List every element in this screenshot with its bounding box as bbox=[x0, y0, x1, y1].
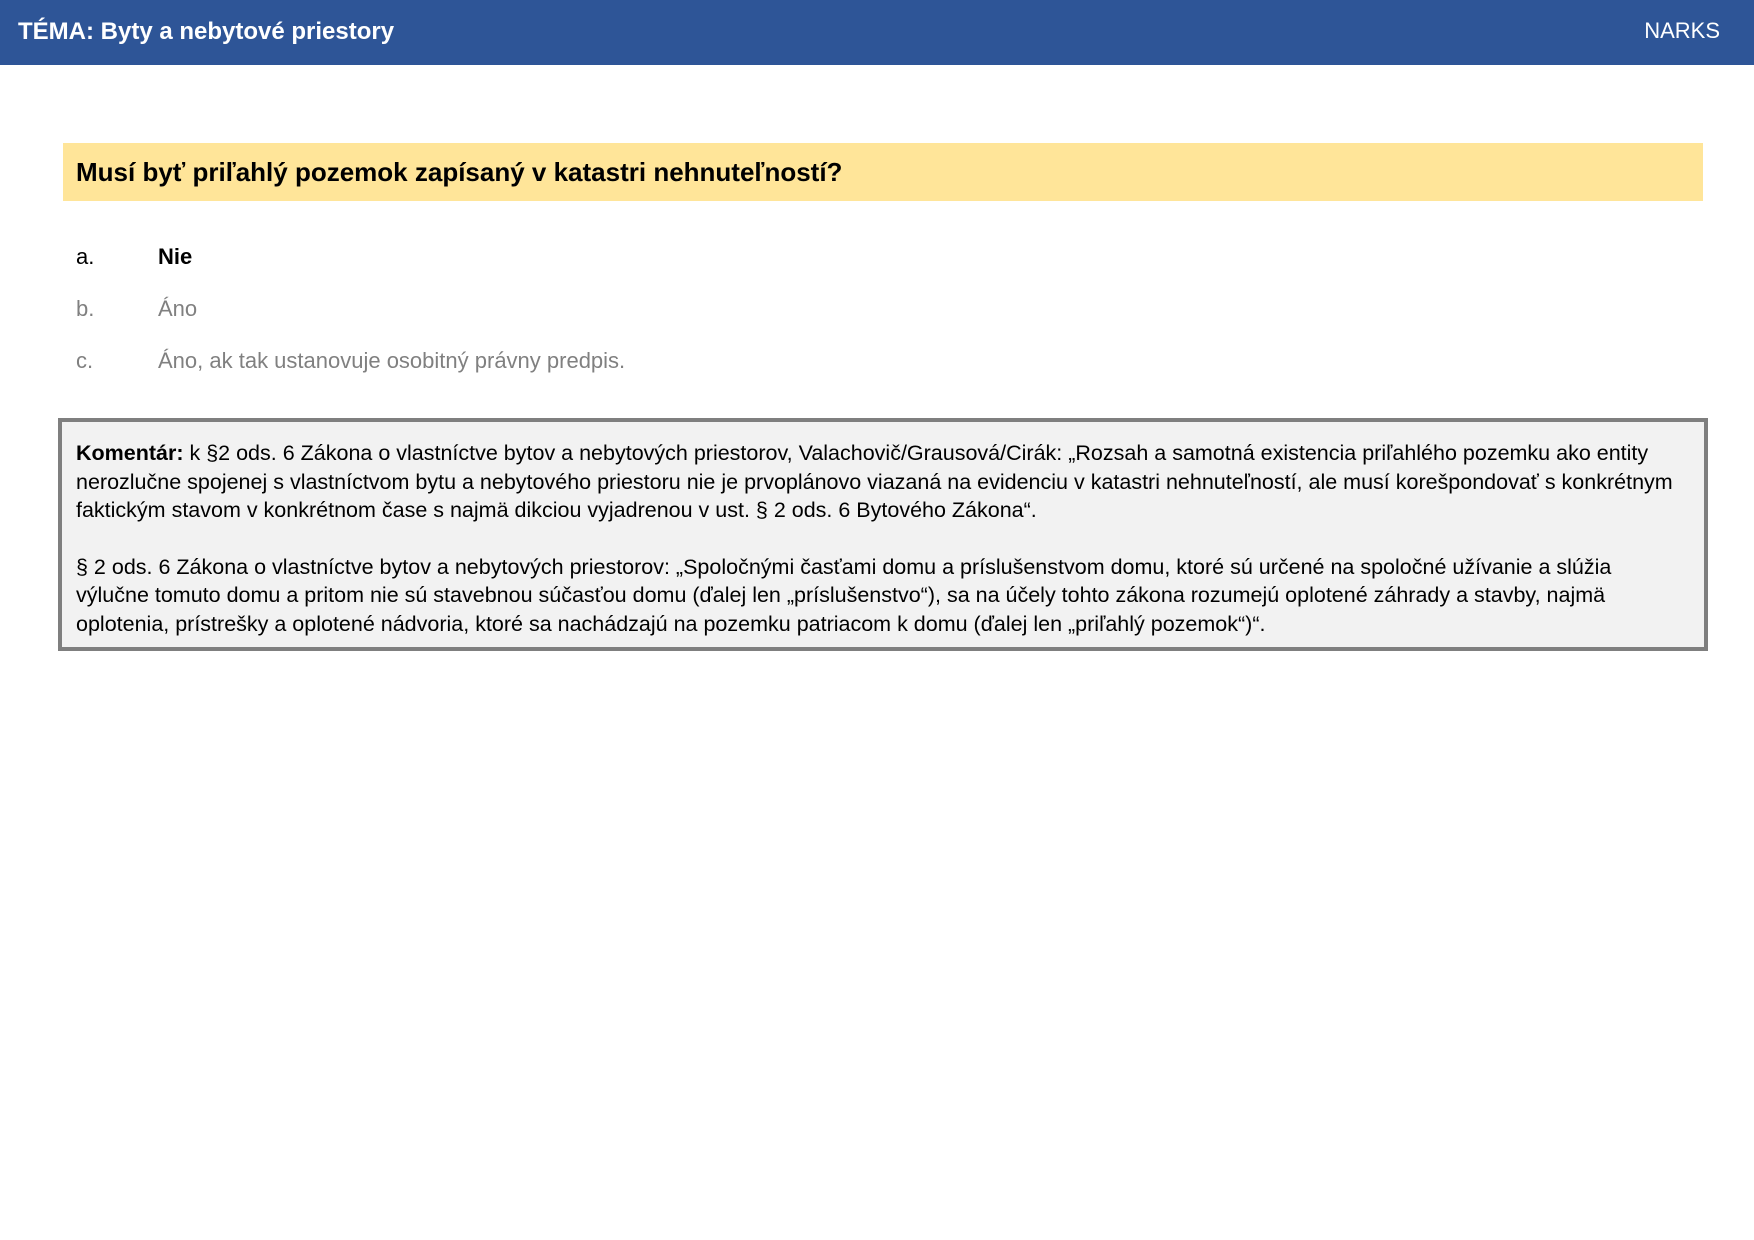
option-text: Nie bbox=[158, 244, 193, 269]
brand-label: NARKS bbox=[1644, 18, 1720, 43]
option-letter: c. bbox=[76, 348, 94, 373]
option-letter: b. bbox=[76, 296, 95, 321]
option-b[interactable] bbox=[76, 296, 1676, 348]
comment-paragraph-1 bbox=[76, 439, 1690, 525]
option-letter: a. bbox=[76, 244, 95, 269]
option-a[interactable] bbox=[76, 244, 1676, 296]
comment-label: Komentár: bbox=[76, 441, 184, 465]
answer-options bbox=[76, 244, 1676, 400]
question-text: Musí byť priľahlý pozemok zapísaný v katastri nehnuteľností? bbox=[76, 157, 843, 187]
option-text: Áno, ak tak ustanovuje osobitný právny predpis. bbox=[158, 348, 626, 373]
comment-box bbox=[58, 418, 1708, 651]
comment-paragraph-2: § 2 ods. 6 Zákona o vlastníctve bytov a nebytových priestorov: „Spoločnými časťami domu a príslušenstvom domu, ktoré sú určené na spoločné užívanie a slúžia výlučne tomuto domu a pritom nie sú stavebnou súčasťou domu (ďalej len „príslušenstvo“), sa na účely tohto zákona rozumejú oplotené záhrady a stavby, najmä oplotenia, prístrešky a oplotené nádvoria, ktoré sa nachádzajú na pozemku patriacom k domu (ďalej len „priľahlý pozemok“)“. bbox=[76, 554, 1612, 636]
option-c[interactable] bbox=[76, 348, 1676, 400]
question-box bbox=[63, 143, 1703, 201]
topic-title: TÉMA: Byty a nebytové priestory bbox=[18, 18, 395, 45]
comment-text-1: k §2 ods. 6 Zákona o vlastníctve bytov a nebytových priestorov, Valachovič/Grausová/Cirák: „Rozsah a samotná existencia priľahlého pozemku ako entity nerozlučne spojenej s vlastníctvom bytu a nebytového priestoru nie je prvoplánovo viazaná na evidenciu v katastri nehnuteľností, ale musí korešpondovať s konkrétnym faktickým stavom v konkrétnom čase s najmä dikciou vyjadrenou v ust. § 2 ods. 6 Bytového Zákona“. bbox=[76, 441, 1673, 522]
header-bar bbox=[0, 0, 1754, 65]
option-text: Áno bbox=[158, 296, 198, 321]
